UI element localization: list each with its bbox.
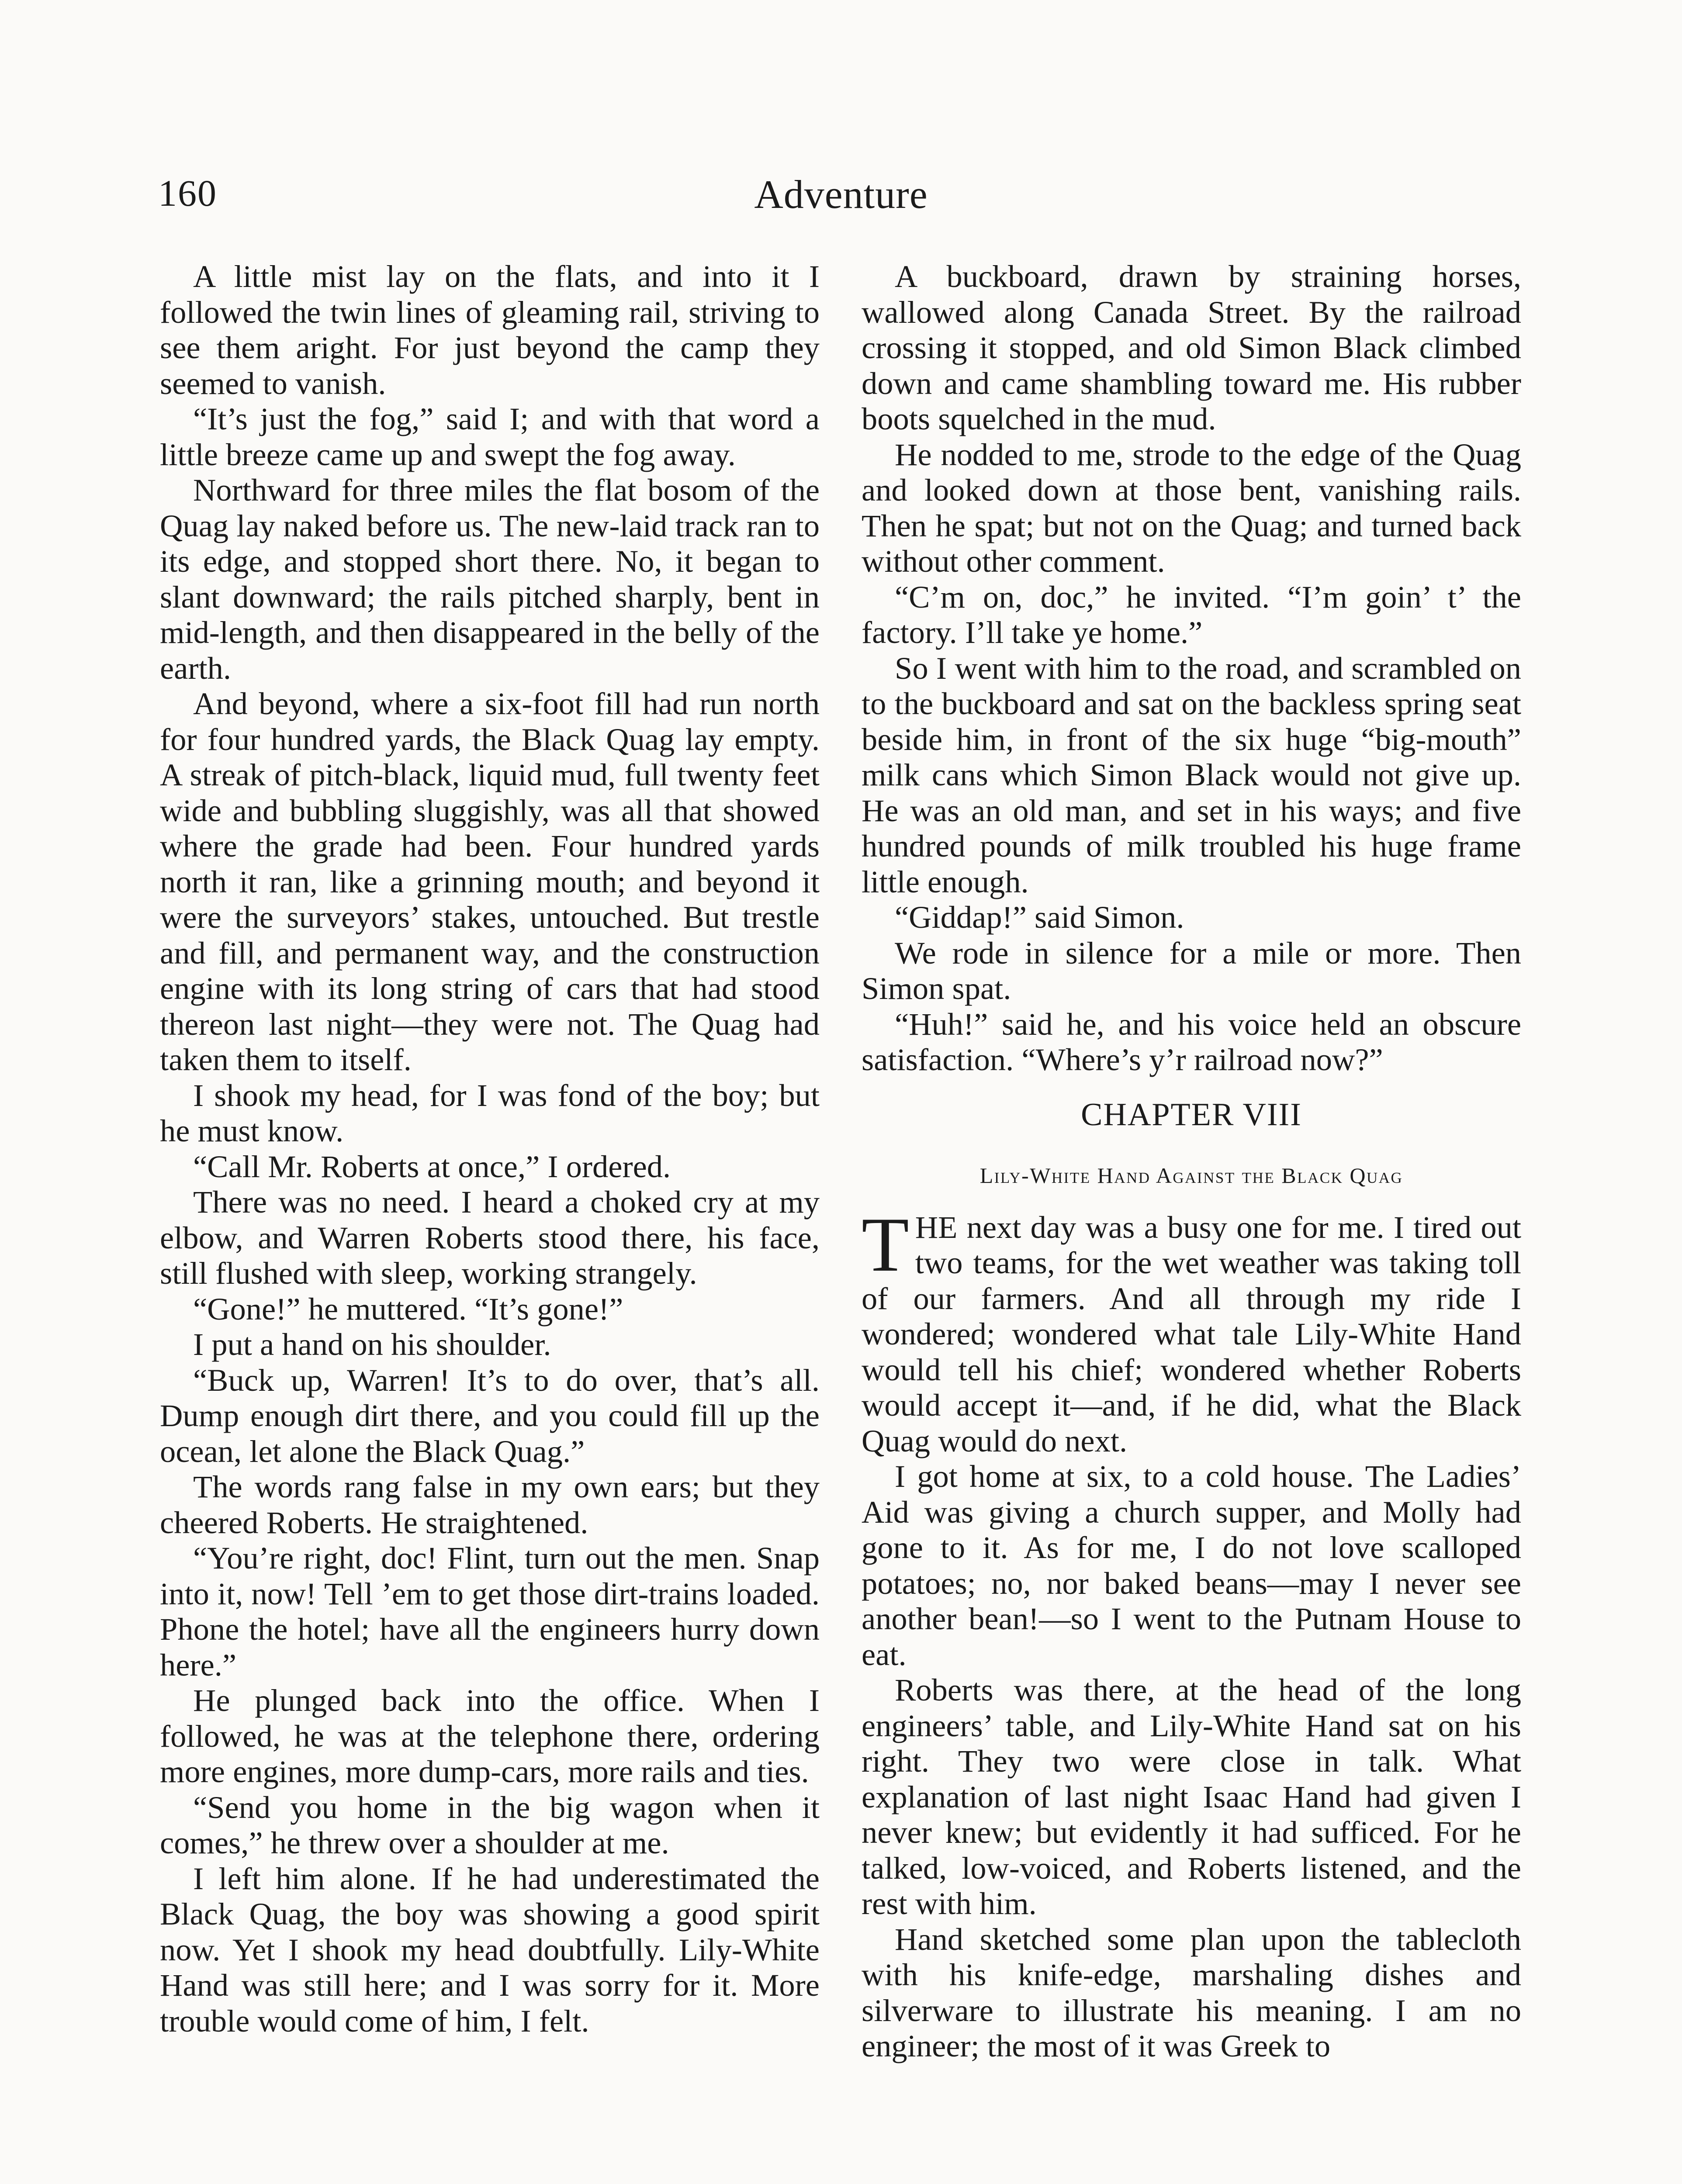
opening-text: HE next day was a busy one for me. I tired out two teams, for the wet weather was taking toll of our farmers. And all through my ride I wondered; wondered what tale Lily-White Hand would tell his chief; wondered whether Roberts would accept it—and, if he did, what the Black Quag would do next. — [862, 1209, 1521, 1458]
right-paragraph: We rode in silence for a mile or more. Then Simon spat. — [862, 935, 1521, 1006]
right-paragraph: Roberts was there, at the head of the long engineers’ table, and Lily-White Hand sat on his right. They two were close in talk. What explanation of last night Isaac Hand had given I never knew; but evidently it had sufficed. For he talked, low-voiced, and Roberts listened, and the rest with him. — [862, 1672, 1521, 1921]
left-paragraph: “Send you home in the big wagon when it comes,” he threw over a shoulder at me. — [160, 1789, 820, 1860]
right-paragraph: A buckboard, drawn by straining horses, wallowed along Canada Street. By the railroad crossing it stopped, and old Simon Black climbed down and came shambling toward me. His rubber boots squelched in the mud. — [862, 259, 1521, 436]
left-paragraph: He plunged back into the office. When I followed, he was at the telephone there, ordering more engines, more dump-cars, more rails and ties. — [160, 1683, 820, 1789]
left-paragraph: “It’s just the fog,” said I; and with that word a little breeze came up and swept the fog away. — [160, 401, 820, 472]
chapter-heading: CHAPTER VIII — [1081, 1096, 1302, 1133]
left-paragraph: “Gone!” he muttered. “It’s gone!” — [193, 1291, 623, 1327]
right-paragraph: I got home at six, to a cold house. The Ladies’ Aid was giving a church supper, and Molly had gone to it. As for me, I do not love scalloped potatoes; no, nor baked beans—may I never see another bean!—so I went to the Putnam House to eat. — [862, 1458, 1521, 1672]
right-paragraph: He nodded to me, strode to the edge of the Quag and looked down at those bent, vanishing rails. Then he spat; but not on the Quag; and turned back without other comment. — [862, 436, 1521, 579]
left-paragraph: The words rang false in my own ears; but they cheered Roberts. He straightened. — [160, 1469, 820, 1540]
left-paragraph: “You’re right, doc! Flint, turn out the men. Snap into it, now! Tell ’em to get those dirt-trains loaded. Phone the hotel; have all the engineers hurry down here.” — [160, 1540, 820, 1683]
right-paragraph: “C’m on, doc,” he invited. “I’m goin’ t’ the factory. I’ll take ye home.” — [862, 579, 1521, 650]
chapter-opening-paragraph — [862, 1201, 1521, 1459]
running-title: Adventure — [754, 172, 928, 217]
drop-cap: T — [862, 1201, 909, 1288]
right-paragraph: “Huh!” said he, and his voice held an obscure satisfaction. “Where’s y’r railroad now?” — [862, 1006, 1521, 1077]
left-paragraph: A little mist lay on the flats, and into it I followed the twin lines of gleaming rail, striving to see them aright. For just beyond the camp they seemed to vanish. — [160, 259, 820, 401]
left-paragraph: I put a hand on his shoulder. — [193, 1327, 551, 1362]
left-column — [160, 259, 820, 2039]
right-column — [862, 259, 1521, 2064]
right-paragraph: So I went with him to the road, and scrambled on to the buckboard and sat on the backless spring seat beside him, in front of the six huge “big-mouth” milk cans which Simon Black would not give up. He was an old man, and set in his ways; and five hundred pounds of milk troubled his huge frame little enough. — [862, 650, 1521, 899]
left-paragraph: And beyond, where a six-foot fill had run north for four hundred yards, the Black Quag lay empty. A streak of pitch-black, liquid mud, full twenty feet wide and bubbling sluggishly, was all that showed where the grade had been. Four hundred yards north it ran, like a grinning mouth; and beyond it were the surveyors’ stakes, untouched. But trestle and fill, and permanent way, and the construction engine with its long string of cars that had stood thereon last night—they were not. The Quag had taken them to itself. — [160, 686, 820, 1077]
right-paragraph: “Giddap!” said Simon. — [895, 899, 1184, 935]
left-paragraph: I shook my head, for I was fond of the boy; but he must know. — [160, 1077, 820, 1148]
page-number: 160 — [158, 172, 217, 214]
chapter-subtitle: Lily-White Hand Against the Black Quag — [979, 1163, 1403, 1188]
left-paragraph: I left him alone. If he had underestimated the Black Quag, the boy was showing a good spirit now. Yet I shook my head doubtfully. Lily-White Hand was still here; and I was sorry for it. More trouble would come of him, I felt. — [160, 1860, 820, 2039]
left-paragraph: There was no need. I heard a choked cry at my elbow, and Warren Roberts stood there, his face, still flushed with sleep, working strangely. — [160, 1184, 820, 1291]
left-paragraph: Northward for three miles the flat bosom of the Quag lay naked before us. The new-laid track ran to its edge, and stopped short there. No, it began to slant downward; the rails pitched sharply, bent in mid-length, and then disappeared in the belly of the earth. — [160, 472, 820, 686]
left-paragraph: “Buck up, Warren! It’s to do over, that’s all. Dump enough dirt there, and you could fill up the ocean, let alone the Black Quag.” — [160, 1362, 820, 1469]
left-paragraph: “Call Mr. Roberts at once,” I ordered. — [193, 1148, 671, 1184]
right-paragraph: Hand sketched some plan upon the tablecloth with his knife-edge, marshaling dishes and silverware to illustrate his meaning. I am no engineer; the most of it was Greek to — [862, 1921, 1521, 2063]
